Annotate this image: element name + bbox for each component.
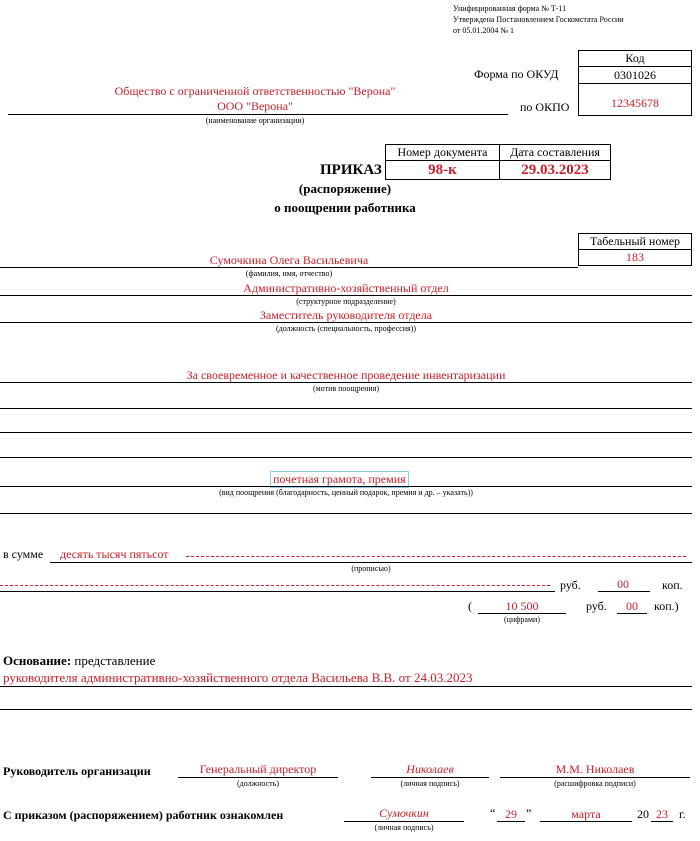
doc-title: ПРИКАЗ: [320, 162, 382, 178]
reward-line-2: [0, 513, 692, 514]
doc-date-label: Дата составления: [500, 145, 611, 161]
amount-digits-kop-underline: [617, 613, 647, 614]
head-position-caption: (должность): [237, 779, 279, 788]
okud-value: 0301026: [579, 67, 692, 84]
reason-caption: (мотив поощрения): [312, 384, 380, 393]
org-underline: [8, 114, 508, 115]
employee-name-underline: [0, 267, 578, 268]
acquaint-month-underline: [540, 821, 632, 822]
acquaint-quote-open: “: [490, 806, 496, 820]
tab-number-table: [578, 233, 692, 266]
amount-digits-underline: [478, 613, 566, 614]
amount-digits-caption: (цифрами): [504, 615, 540, 624]
tab-number-label: Табельный номер: [579, 234, 692, 250]
acquaint-year-prefix: 20: [637, 807, 649, 821]
head-signature: Николаев: [406, 762, 454, 776]
okpo-value: 12345678: [579, 84, 692, 116]
org-full-name: Общество с ограниченной ответственностью "Верона": [114, 84, 396, 98]
employee-position: Заместитель руководителя отдела: [259, 308, 433, 322]
head-decoding: М.М. Николаев: [555, 762, 635, 776]
department-caption: (структурное подразделение): [296, 297, 396, 306]
reason-text: За своевременное и качественное проведение инвентаризации: [186, 368, 506, 382]
acquaint-year-label: г.: [679, 807, 686, 821]
tab-number-value: 183: [579, 250, 692, 266]
acquaint-signature: Сумочкин: [379, 806, 429, 820]
position-underline: [0, 322, 692, 323]
reason-line-3: [0, 432, 692, 433]
amount-line2-underline: [0, 591, 555, 592]
amount-kop-value: 00: [617, 577, 629, 591]
reward-text: почетная грамота, премия: [270, 471, 409, 488]
amount-words-caption: (прописью): [351, 564, 391, 573]
reward-caption: (вид поощрения (благодарность, ценный подарок, премия и др. – указать)): [219, 488, 473, 497]
doc-number-value: 98-к: [386, 161, 500, 180]
org-short-name: ООО "Верона": [217, 99, 293, 113]
reason-line-4: [0, 457, 692, 458]
head-label: Руководитель организации: [3, 764, 151, 778]
basis-line-2: [0, 709, 692, 710]
department-underline: [0, 295, 692, 296]
basis-underline: [0, 686, 692, 687]
head-position-underline: [178, 777, 338, 778]
employee-name-caption: (фамилия, имя, отчество): [245, 269, 333, 278]
employee-department: Административно-хозяйственный отдел: [243, 281, 449, 295]
amount-line2-dash: [0, 585, 550, 586]
amount-digits-kop: 00: [626, 599, 638, 613]
form-header-line1: Унифицированная форма № Т-11: [453, 4, 567, 13]
head-signature-underline: [371, 777, 489, 778]
head-decoding-caption: (расшифровка подписи): [554, 779, 636, 788]
form-header-line2: Утверждена Постановлением Госкомстата России: [453, 15, 624, 24]
form-header: [453, 3, 624, 36]
codes-table: [578, 50, 692, 116]
amount-rub-label: руб.: [560, 578, 581, 592]
acquaint-year-underline: [651, 821, 673, 822]
code-label: Код: [579, 51, 692, 67]
doc-subject: о поощрении работника: [274, 200, 416, 215]
okpo-label: по ОКПО: [520, 100, 570, 114]
acquaint-day: 29: [505, 807, 517, 821]
acquaint-label: С приказом (распоряжением) работник ознакомлен: [3, 808, 284, 822]
basis-line1: [3, 653, 155, 669]
org-caption: (наименование организации): [205, 116, 305, 125]
doc-number-label: Номер документа: [386, 145, 500, 161]
amount-open-paren: (: [468, 599, 472, 613]
amount-digits-rub-label: руб.: [586, 599, 607, 613]
reason-line-2: [0, 408, 692, 409]
amount-label: в сумме: [3, 547, 44, 561]
acquaint-signature-underline: [344, 821, 464, 822]
okud-label: Форма по ОКУД: [474, 67, 559, 81]
reason-underline: [0, 382, 692, 383]
amount-words-dash: [186, 556, 686, 557]
doc-subtitle: (распоряжение): [298, 181, 392, 196]
acquaint-day-underline: [497, 821, 525, 822]
amount-kop-label: коп.: [662, 578, 683, 592]
acquaint-month: марта: [571, 807, 601, 821]
basis-label: Основание:: [3, 653, 72, 668]
amount-digits: 10 500: [505, 599, 539, 613]
head-decoding-underline: [500, 777, 690, 778]
acquaint-year-suffix: 23: [656, 807, 668, 821]
form-header-line3: от 05.01.2004 № 1: [453, 26, 515, 35]
basis-text1: представление: [74, 653, 156, 668]
position-caption: (должность (специальность, профессия)): [276, 324, 416, 333]
acquaint-signature-caption: (личная подпись): [374, 823, 434, 832]
amount-digits-kop-label: коп.): [654, 599, 679, 613]
doc-table: [385, 144, 611, 180]
employee-name: Сумочкина Олега Васильевича: [209, 253, 369, 267]
doc-date-value: 29.03.2023: [500, 161, 611, 180]
acquaint-quote-close: ”: [526, 806, 532, 820]
head-position: Генеральный директор: [199, 762, 317, 776]
head-signature-caption: (личная подпись): [400, 779, 460, 788]
amount-kop-underline: [598, 591, 650, 592]
reward-underline: [0, 486, 692, 487]
amount-words-underline: [50, 562, 692, 563]
basis-text2: руководителя административно-хозяйственного отдела Васильева В.В. от 24.03.2023: [3, 670, 473, 685]
amount-words: десять тысяч пятьсот: [60, 547, 169, 561]
